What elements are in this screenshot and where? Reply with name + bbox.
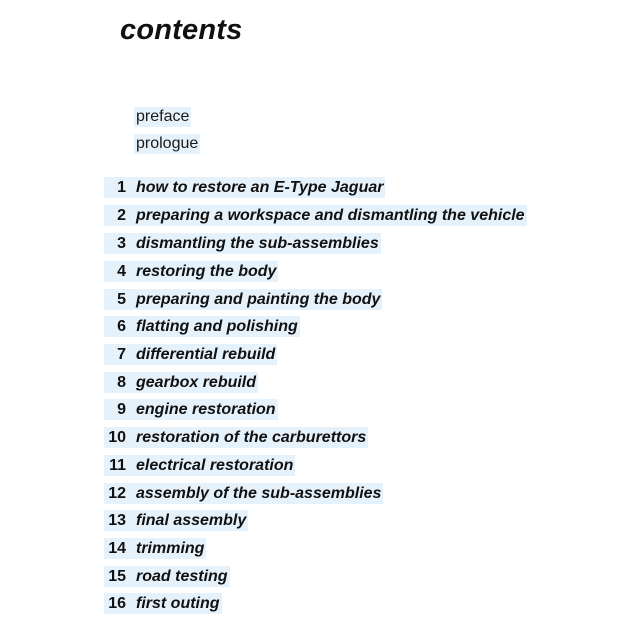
chapter-row[interactable]: [104, 289, 382, 310]
chapter-row[interactable]: [104, 483, 383, 504]
chapter-title: how to restore an E-Type Jaguar: [136, 179, 384, 196]
chapter-number: 16: [108, 595, 126, 612]
chapter-title: electrical restoration: [136, 457, 294, 474]
chapter-title: dismantling the sub-assemblies: [136, 235, 379, 252]
front-matter-preface[interactable]: preface: [136, 108, 190, 125]
chapter-number: 9: [117, 401, 126, 418]
chapter-number: 3: [117, 235, 126, 252]
chapter-row[interactable]: [104, 372, 258, 393]
chapter-number: 14: [108, 540, 126, 557]
chapter-title: assembly of the sub-assemblies: [136, 485, 382, 502]
chapter-row[interactable]: [104, 316, 300, 337]
chapter-title: differential rebuild: [136, 346, 276, 363]
chapter-number: 10: [108, 429, 126, 446]
chapter-title: restoring the body: [136, 263, 277, 280]
chapter-row[interactable]: [104, 538, 206, 559]
chapter-number: 7: [117, 346, 126, 363]
chapter-row[interactable]: [104, 510, 248, 531]
chapter-title: road testing: [136, 568, 228, 585]
chapter-title: engine restoration: [136, 401, 276, 418]
page-title: contents: [120, 14, 243, 46]
chapter-row[interactable]: [104, 344, 277, 365]
chapter-row[interactable]: [104, 205, 527, 226]
chapter-number: 15: [108, 568, 126, 585]
chapter-title: flatting and polishing: [136, 318, 298, 335]
chapter-number: 11: [109, 457, 126, 474]
chapter-title: restoration of the carburettors: [136, 429, 367, 446]
chapter-title: preparing a workspace and dismantling the vehicle: [136, 207, 525, 224]
chapter-row[interactable]: [104, 427, 368, 448]
chapter-number: 5: [117, 291, 126, 308]
chapter-row[interactable]: [104, 233, 381, 254]
chapter-number: 13: [108, 512, 126, 529]
chapter-title: final assembly: [136, 512, 247, 529]
chapter-title: trimming: [136, 540, 205, 557]
chapter-row[interactable]: [104, 261, 278, 282]
chapter-number: 6: [117, 318, 126, 335]
chapter-title: preparing and painting the body: [136, 291, 381, 308]
front-matter-prologue[interactable]: prologue: [136, 135, 199, 152]
chapter-number: 2: [117, 207, 126, 224]
chapter-row[interactable]: [104, 455, 295, 476]
chapter-row[interactable]: [104, 177, 385, 198]
chapter-number: 8: [117, 374, 126, 391]
chapter-title: gearbox rebuild: [136, 374, 257, 391]
chapter-row[interactable]: [104, 566, 230, 587]
chapter-number: 4: [117, 263, 126, 280]
chapter-title: first outing: [136, 595, 220, 612]
chapter-number: 12: [108, 485, 126, 502]
chapter-row[interactable]: [104, 593, 222, 614]
chapter-number: 1: [117, 179, 126, 196]
chapter-row[interactable]: [104, 399, 278, 420]
